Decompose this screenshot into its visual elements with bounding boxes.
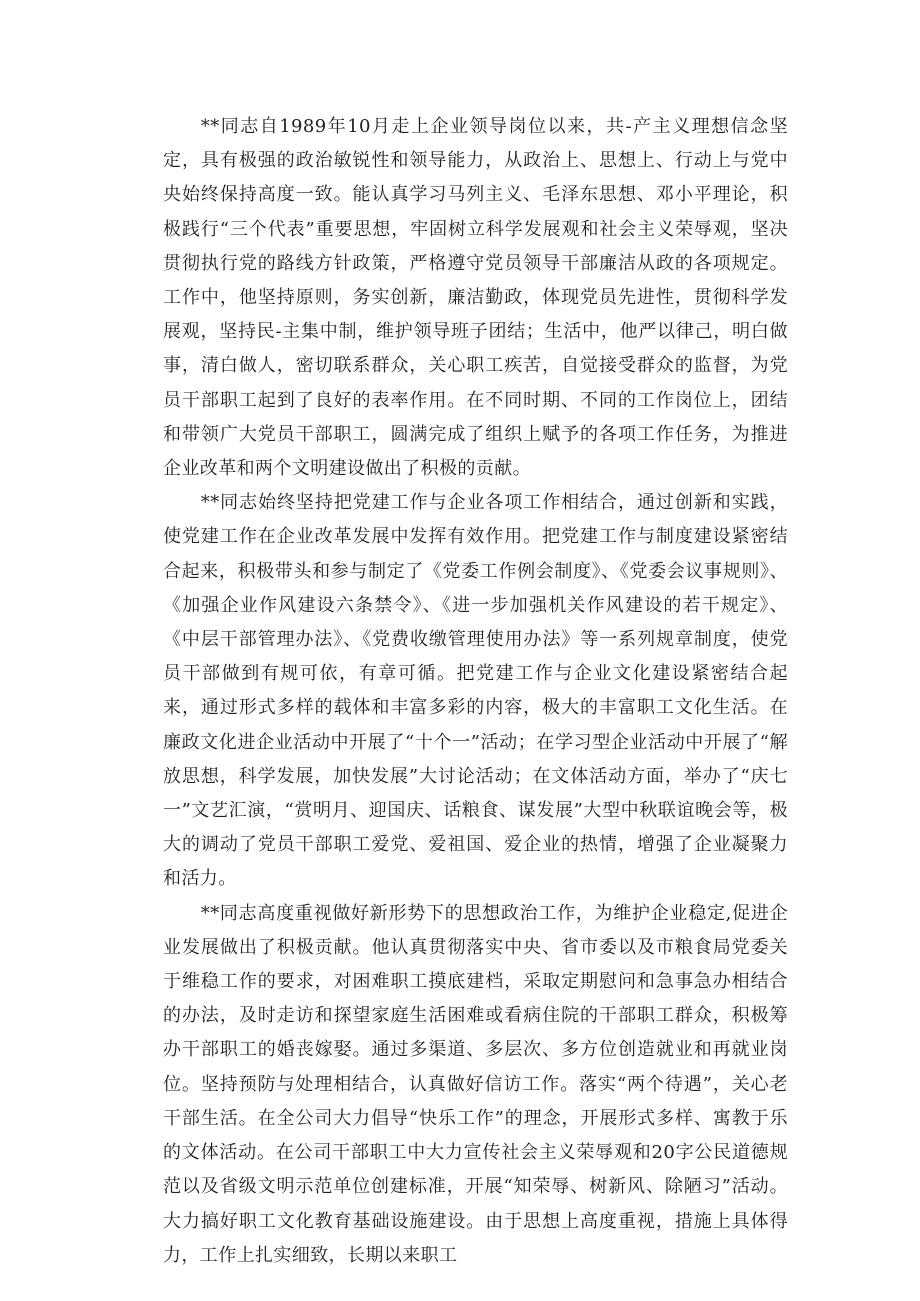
- document-page: [163, 110, 788, 1273]
- paragraph-party-building: **同志始终坚持把党建工作与企业各项工作相结合，通过创新和实践，使党建工作在企业改革发展中发挥有效作用。把党建工作与制度建设紧密结合起来，积极带头和参与制定了《党委工作例会制度》、《党委会议事规则》、《加强企业作风建设六条禁令》、《进一步加强机关作风建设的若干规定》、《中层干部管理办法》、《党费收缴管理使用办法》等一系列规章制度，使党员干部做到有规可依，有章可循。把党建工作与企业文化建设紧密结合起来，通过形式多样的载体和丰富多彩的内容，极大的丰富职工文化生活。在廉政文化进企业活动中开展了“十个一”活动；在学习型企业活动中开展了“解放思想，科学发展，加快发展”大讨论活动；在文体活动方面，举办了“庆七一”文艺汇演，“赏明月、迎国庆、话粮食、谋发展”大型中秋联谊晚会等，极大的调动了党员干部职工爱党、爱祖国、爱企业的热情，增强了企业凝聚力和活力。: [163, 492, 788, 890]
- paragraph-leadership: **同志自1989年10月走上企业领导岗位以来，共-产主义理想信念坚定，具有极强的政治敏锐性和领导能力，从政治上、思想上、行动上与党中央始终保持高度一致。能认真学习马列主义、毛泽东思想、邓小平理论，积极践行“三个代表”重要思想，牢固树立科学发展观和社会主义荣辱观，坚决贯彻执行党的路线方针政策，严格遵守党员领导干部廉洁从政的各项规定。工作中，他坚持原则，务实创新，廉洁勤政，体现党员先进性，贯彻科学发展观，坚持民-主集中制，维护领导班子团结；生活中，他严以律己，明白做事，清白做人，密切联系群众，关心职工疾苦，自觉接受群众的监督，为党员干部职工起到了良好的表率作用。在不同时期、不同的工作岗位上，团结和带领广大党员干部职工，圆满完成了组织上赋予的各项工作任务，为推进企业改革和两个文明建设做出了积极的贡献。: [163, 116, 788, 480]
- paragraph-ideological-work: **同志高度重视做好新形势下的思想政治工作，为维护企业稳定,促进企业发展做出了积极贡献。他认真贯彻落实中央、省市委以及市粮食局党委关于维稳工作的要求，对困难职工摸底建档，采取定期慰问和急事急办相结合的办法，及时走访和探望家庭生活困难或看病住院的干部职工群众，积极筹办干部职工的婚丧嫁娶。通过多渠道、多层次、多方位创造就业和再就业岗位。坚持预防与处理相结合，认真做好信访工作。落实“两个待遇”，关心老干部生活。在全公司大力倡导“快乐工作”的理念，开展形式多样、寓教于乐的文体活动。在公司干部职工中大力宣传社会主义荣辱观和20字公民道德规范以及省级文明示范单位创建标准，开展“知荣辱、树新风、除陋习”活动。大力搞好职工文化教育基础设施建设。由于思想上高度重视，措施上具体得力，工作上扎实细致，长期以来职工: [163, 902, 788, 1266]
